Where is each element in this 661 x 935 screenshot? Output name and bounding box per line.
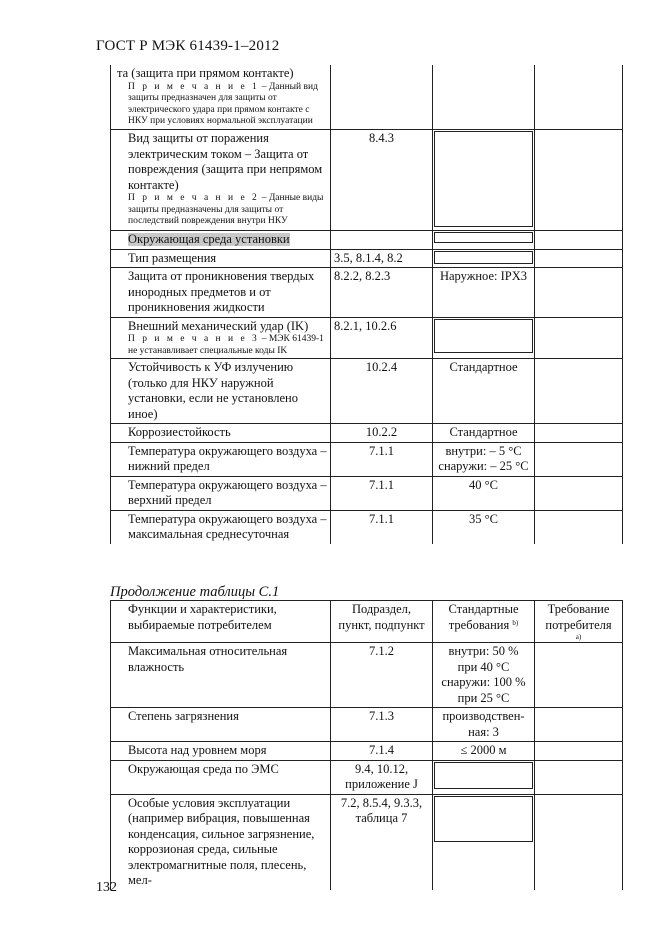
- table-row: [111, 643, 623, 708]
- header-clause: Подраздел, пункт, подпункт: [331, 601, 433, 643]
- user-requirement-cell: [535, 231, 623, 250]
- section-heading: Окружающая среда установки: [128, 232, 290, 246]
- clause-cell: 7.1.1: [331, 476, 433, 510]
- user-requirement-cell: [535, 760, 623, 794]
- feature-cell: [111, 231, 331, 250]
- feature-text: та (защита при прямом контакте): [117, 66, 294, 80]
- table-row: [111, 130, 623, 231]
- standard-line: при 25 °С: [457, 690, 510, 705]
- clause-cell: 9.4, 10.12, приложение J: [331, 760, 433, 794]
- feature-cell: [111, 794, 331, 890]
- header-user: [535, 601, 623, 643]
- standard-cell: [433, 708, 535, 742]
- feature-cell: [111, 130, 331, 231]
- standard-cell: [433, 643, 535, 708]
- feature-text: Степень загрязнения: [128, 709, 239, 723]
- standard-line: ная: 3: [468, 724, 499, 739]
- table-row: [111, 442, 623, 476]
- standard-cell: [433, 442, 535, 476]
- feature-cell: [111, 643, 331, 708]
- feature-text: Особые условия эксплуатации (например вибрация, повышенная конденсация, сильное загрязнение, коррозионая среда, сильные электромагнитные поля, плесень, мел-: [128, 795, 315, 887]
- standard-cell: [433, 65, 535, 130]
- feature-cell: [111, 65, 331, 130]
- feature-text: Вид защиты от поражения электрическим током – Защита от повреждения (защита при непрямом контакте): [128, 131, 323, 192]
- note-text: – Данный вид защиты предназначен для защиты от электрического удара при прямом контакте с НКУ при условиях нормальной эксплуатации: [128, 81, 318, 126]
- standard-line: внутри: 50 %: [448, 644, 519, 658]
- standard-cell: [433, 794, 535, 890]
- clause-cell: 8.2.1, 10.2.6: [331, 317, 433, 359]
- feature-cell: [111, 708, 331, 742]
- standard-line: внутри: – 5 °С: [445, 443, 522, 458]
- table-row: [111, 424, 623, 443]
- clause-cell: 7.1.2: [331, 643, 433, 708]
- table-row: [111, 510, 623, 544]
- standard-line: ≤ 2000 м: [460, 743, 507, 757]
- table-row: [111, 708, 623, 742]
- user-requirement-cell: [535, 65, 623, 130]
- clause-cell: 8.2.2, 8.2.3: [331, 268, 433, 318]
- standard-cell: Стандартное: [433, 424, 535, 443]
- user-requirement-cell: [535, 794, 623, 890]
- table-row: [111, 794, 623, 890]
- table-caption: Продолжение таблицы С.1: [110, 584, 280, 600]
- footnote-marker: a): [575, 633, 582, 641]
- note-label: П р и м е ч а н и е 2: [128, 193, 260, 203]
- standard-cell: [433, 130, 535, 231]
- standard-cell: [433, 742, 535, 761]
- feature-text: Температура окружающего воздуха – нижний предел: [128, 443, 327, 473]
- standard-cell: Наружное: IPX3: [433, 268, 535, 318]
- header-user-text: Требование потребителя: [545, 602, 612, 632]
- user-requirement-cell: [535, 317, 623, 359]
- feature-cell: [111, 742, 331, 761]
- feature-cell: [111, 760, 331, 794]
- standard-line: производствен-: [442, 709, 525, 723]
- feature-cell: [111, 359, 331, 424]
- clause-cell: 7.2, 8.5.4, 9.3.3, таблица 7: [331, 794, 433, 890]
- clause-cell: 10.2.4: [331, 359, 433, 424]
- standard-cell: Стандартное: [433, 359, 535, 424]
- note-label: П р и м е ч а н и е 1: [128, 81, 260, 92]
- table-c1-continued: [110, 600, 623, 890]
- feature-cell: [111, 510, 331, 544]
- table-row: [111, 65, 623, 130]
- clause-cell: 10.2.2: [331, 424, 433, 443]
- standard-line: при 40 °С: [457, 659, 510, 674]
- user-requirement-cell: [535, 249, 623, 268]
- note: [114, 193, 327, 228]
- header-standard-text: Стандартные требования: [448, 602, 519, 632]
- header-standard: [433, 601, 535, 643]
- feature-cell: [111, 249, 331, 268]
- feature-cell: [111, 424, 331, 443]
- table-row: [111, 359, 623, 424]
- user-requirement-cell: [535, 510, 623, 544]
- clause-cell: 3.5, 8.1.4, 8.2: [331, 249, 433, 268]
- table-row: [111, 231, 623, 250]
- user-requirement-cell: [535, 424, 623, 443]
- feature-text: Максимальная относительная влажность: [128, 644, 288, 674]
- user-requirement-cell: [535, 476, 623, 510]
- header-feature-text: Функции и характеристики, выбираемые потребителем: [128, 602, 277, 632]
- clause-cell: [331, 65, 433, 130]
- standard-cell: [433, 760, 535, 794]
- note: [114, 82, 327, 128]
- feature-text: Защита от проникновения твердых инородных предметов и от проникновения жидкости: [128, 269, 315, 314]
- note: [114, 334, 327, 357]
- user-requirement-cell: [535, 708, 623, 742]
- table-row: [111, 249, 623, 268]
- clause-cell: 7.1.1: [331, 442, 433, 476]
- feature-cell: [111, 476, 331, 510]
- table-row: [111, 476, 623, 510]
- table-row: [111, 742, 623, 761]
- note-text: – Данные виды защиты предназначены для защиты от последствий повреждения внутри НКУ: [128, 193, 324, 226]
- feature-text: Тип размещения: [128, 250, 217, 265]
- standard-cell: 40 °С: [433, 476, 535, 510]
- clause-cell: 8.4.3: [331, 130, 433, 231]
- feature-text: Коррозиестойкость: [128, 425, 231, 439]
- header-feature: [111, 601, 331, 643]
- note-text: – МЭК 61439-1 не устанавливает специальные коды IK: [128, 334, 324, 356]
- feature-text: Температура окружающего воздуха – верхний предел: [128, 477, 327, 507]
- standard-cell: 35 °С: [433, 510, 535, 544]
- user-requirement-cell: [535, 643, 623, 708]
- table-c1-part: [110, 65, 623, 544]
- clause-cell: 7.1.4: [331, 742, 433, 761]
- feature-cell: [111, 442, 331, 476]
- user-requirement-cell: [535, 442, 623, 476]
- feature-text: Устойчивость к УФ излучению (только для НКУ наружной установки, если не установлено иное): [128, 360, 299, 421]
- user-requirement-cell: [535, 359, 623, 424]
- user-requirement-cell: [535, 130, 623, 231]
- standard-cell: [433, 317, 535, 359]
- clause-cell: [331, 231, 433, 250]
- feature-cell: [111, 317, 331, 359]
- standard-cell: [433, 249, 535, 268]
- feature-cell: [111, 268, 331, 318]
- table-row: [111, 317, 623, 359]
- feature-text: Окружающая среда по ЭМС: [128, 761, 279, 776]
- feature-text: Температура окружающего воздуха – максимальная среднесуточная: [128, 511, 327, 541]
- user-requirement-cell: [535, 742, 623, 761]
- table-row: [111, 268, 623, 318]
- table-row: [111, 760, 623, 794]
- standard-line: снаружи: – 25 °С: [438, 459, 529, 473]
- document-header: ГОСТ Р МЭК 61439-1–2012: [96, 38, 280, 54]
- user-requirement-cell: [535, 268, 623, 318]
- page-number: 132: [96, 880, 117, 895]
- clause-cell: 7.1.1: [331, 510, 433, 544]
- clause-cell: 7.1.3: [331, 708, 433, 742]
- standard-cell: [433, 231, 535, 250]
- footnote-marker: b): [512, 618, 519, 627]
- standard-line: снаружи: 100 %: [441, 675, 526, 689]
- note-label: П р и м е ч а н и е 3: [128, 334, 260, 344]
- table-header-row: [111, 601, 623, 643]
- feature-text: Высота над уровнем моря: [128, 743, 267, 757]
- feature-text: Внешний механический удар (IK): [128, 318, 309, 333]
